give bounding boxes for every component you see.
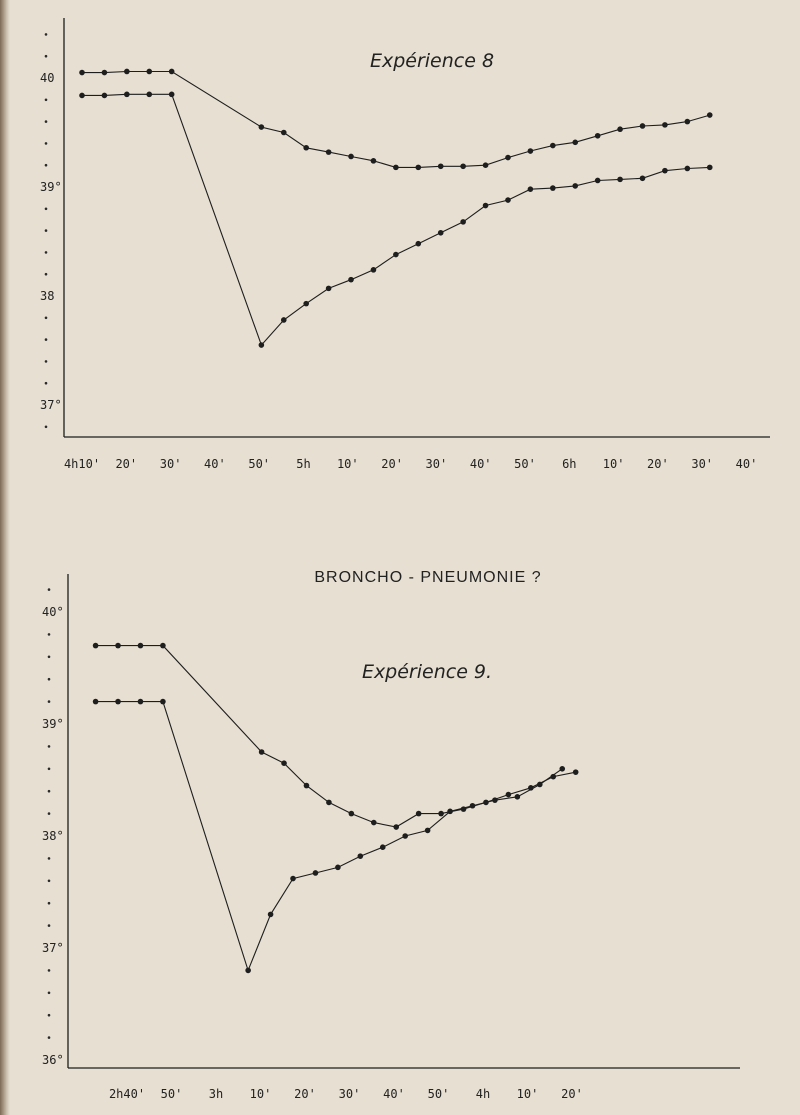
- series-1-point: [595, 133, 601, 139]
- x-tick-label: 30': [338, 1087, 361, 1101]
- series-2-point: [371, 267, 377, 273]
- x-tick-label: 40': [735, 457, 758, 471]
- x-tick-label: 5h: [296, 457, 311, 471]
- x-tick-label: 2h40': [108, 1087, 146, 1101]
- series-1-point: [115, 643, 121, 649]
- series-1-point: [102, 70, 108, 76]
- series-2-point: [380, 844, 386, 850]
- series-2-point: [707, 165, 713, 171]
- series-1-point: [617, 126, 623, 132]
- y-minor-dot: [45, 229, 48, 232]
- series-1-point: [572, 140, 578, 146]
- series-2-point: [146, 92, 152, 98]
- series-1-point: [160, 643, 166, 649]
- x-tick-label: 40': [469, 457, 492, 471]
- series-2-point: [268, 912, 274, 918]
- y-minor-dot: [48, 924, 51, 927]
- y-minor-dot: [48, 880, 51, 883]
- series-2-point: [470, 803, 476, 809]
- y-minor-dot: [45, 317, 48, 320]
- series-1-point: [685, 119, 691, 125]
- y-minor-dot: [48, 656, 51, 659]
- y-minor-dot: [48, 992, 51, 995]
- series-2-point: [115, 699, 121, 705]
- series-1-point: [169, 69, 175, 75]
- y-tick-label: 38°: [42, 829, 64, 843]
- series-1-point: [303, 145, 309, 151]
- series-1-point: [93, 643, 99, 649]
- series-1-point: [371, 158, 377, 164]
- series-2-point: [281, 317, 287, 323]
- series-1-line: [96, 646, 576, 827]
- series-2-point: [303, 301, 309, 307]
- series-2-point: [438, 230, 444, 236]
- x-tick-label: 10': [249, 1087, 272, 1101]
- series-1-point: [438, 811, 444, 817]
- y-minor-dot: [45, 142, 48, 145]
- x-tick-label: 10': [336, 457, 359, 471]
- series-1-point: [438, 163, 444, 169]
- series-1-point: [505, 155, 511, 161]
- y-minor-dot: [48, 745, 51, 748]
- y-tick-label: 40°: [42, 605, 64, 619]
- y-minor-dot: [45, 120, 48, 123]
- x-tick-label: 30': [425, 457, 448, 471]
- chart-title: Expérience 9.: [361, 661, 493, 683]
- series-2-point: [617, 177, 623, 183]
- y-minor-dot: [48, 969, 51, 972]
- series-1-point: [304, 783, 310, 789]
- series-2-point: [358, 853, 364, 859]
- x-tick-label: 4h: [475, 1087, 491, 1101]
- series-1-point: [326, 149, 332, 155]
- series-2-point: [640, 175, 646, 181]
- x-tick-label: 6h: [562, 457, 577, 471]
- x-tick-label: 10': [516, 1087, 539, 1101]
- series-1-point: [393, 824, 399, 830]
- y-minor-dot: [45, 273, 48, 276]
- y-minor-dot: [48, 902, 51, 905]
- y-minor-dot: [45, 426, 48, 429]
- x-tick-label: 20': [381, 457, 403, 471]
- y-minor-dot: [45, 382, 48, 385]
- x-tick-label: 40': [204, 457, 226, 471]
- x-tick-label: 20': [115, 457, 138, 471]
- series-1-point: [460, 163, 466, 169]
- series-2-point: [93, 699, 99, 705]
- series-2-point: [559, 766, 565, 772]
- y-tick-label: 37°: [42, 941, 64, 955]
- series-1-point: [138, 643, 144, 649]
- x-tick-label: 20': [294, 1087, 316, 1101]
- series-1-point: [662, 122, 668, 128]
- x-tick-label: 50': [514, 457, 536, 471]
- x-tick-label: 4h10': [63, 457, 101, 471]
- chart-title: Expérience 8: [369, 50, 495, 72]
- series-2-point: [290, 876, 296, 882]
- series-2-point: [685, 166, 691, 172]
- x-tick-label: 40': [383, 1087, 405, 1101]
- y-minor-dot: [48, 857, 51, 860]
- y-minor-dot: [45, 338, 48, 341]
- y-minor-dot: [45, 360, 48, 363]
- series-2-point: [348, 277, 354, 283]
- series-2-point: [102, 93, 108, 99]
- series-2-point: [402, 833, 408, 839]
- series-1-point: [416, 165, 422, 171]
- series-2-point: [425, 828, 431, 834]
- series-1-point: [259, 749, 265, 755]
- y-minor-dot: [48, 768, 51, 771]
- x-tick-label: 3h: [208, 1087, 224, 1101]
- series-2-point: [550, 185, 556, 191]
- series-1-point: [707, 112, 713, 118]
- series-2-point: [505, 197, 511, 203]
- y-tick-label: 40: [40, 71, 55, 85]
- series-1-point: [416, 811, 422, 817]
- series-1-point: [79, 70, 85, 76]
- series-1-point: [371, 820, 377, 826]
- series-2-line: [82, 94, 710, 345]
- series-1-point: [146, 69, 152, 75]
- series-1-point: [348, 154, 354, 160]
- series-2-point: [393, 252, 399, 258]
- series-1-point: [640, 123, 646, 129]
- series-2-point: [259, 342, 265, 348]
- series-1-point: [124, 69, 130, 75]
- x-tick-label: 50': [248, 457, 271, 471]
- y-minor-dot: [48, 678, 51, 681]
- series-1-point: [349, 811, 355, 817]
- series-2-point: [169, 92, 175, 98]
- chart-2: [42, 574, 740, 1101]
- x-tick-label: 50': [160, 1087, 183, 1101]
- series-2-point: [537, 782, 543, 788]
- series-2-point: [124, 92, 130, 98]
- y-tick-label: 39°: [42, 717, 64, 731]
- series-1-point: [550, 143, 556, 149]
- x-tick-label: 10': [602, 457, 625, 471]
- series-1-point: [573, 769, 579, 775]
- x-tick-label: 20': [647, 457, 669, 471]
- y-tick-label: 36°: [42, 1053, 64, 1067]
- series-1-line: [82, 72, 710, 168]
- x-tick-label: 20': [561, 1087, 583, 1101]
- y-minor-dot: [48, 588, 51, 591]
- y-minor-dot: [48, 1014, 51, 1017]
- series-2-point: [572, 183, 578, 189]
- series-2-point: [662, 168, 668, 174]
- y-minor-dot: [48, 812, 51, 815]
- series-2-point: [492, 797, 498, 803]
- series-1-point: [326, 800, 332, 806]
- page-heading: BRONCHO - PNEUMONIE ?: [314, 569, 542, 586]
- x-tick-label: 30': [691, 457, 714, 471]
- series-1-point: [281, 760, 287, 766]
- y-minor-dot: [48, 790, 51, 793]
- series-2-point: [416, 241, 422, 247]
- chart-1: [40, 18, 770, 471]
- series-2-point: [528, 186, 534, 192]
- y-minor-dot: [48, 633, 51, 636]
- series-1-point: [506, 792, 512, 798]
- series-1-point: [259, 124, 265, 130]
- y-minor-dot: [45, 55, 48, 58]
- series-2-point: [515, 794, 521, 800]
- y-minor-dot: [45, 208, 48, 211]
- y-minor-dot: [48, 1036, 51, 1039]
- series-2-line: [96, 702, 563, 971]
- x-tick-label: 50': [427, 1087, 450, 1101]
- series-2-point: [335, 865, 341, 871]
- series-2-point: [313, 870, 319, 876]
- y-tick-label: 38: [40, 289, 55, 303]
- series-1-point: [528, 148, 534, 154]
- y-minor-dot: [45, 33, 48, 36]
- y-tick-label: 39°: [40, 180, 62, 194]
- series-2-point: [79, 93, 85, 99]
- x-tick-label: 30': [159, 457, 182, 471]
- series-2-point: [245, 968, 251, 974]
- series-2-point: [483, 203, 489, 209]
- series-2-point: [447, 809, 453, 815]
- series-2-point: [326, 286, 332, 292]
- series-2-point: [595, 178, 601, 184]
- series-2-point: [138, 699, 144, 705]
- series-2-point: [160, 699, 166, 705]
- series-2-point: [460, 219, 466, 225]
- series-1-point: [281, 130, 287, 136]
- y-minor-dot: [45, 99, 48, 102]
- y-tick-label: 37°: [40, 398, 62, 412]
- series-1-point: [393, 165, 399, 171]
- series-1-point: [483, 162, 489, 168]
- y-minor-dot: [45, 251, 48, 254]
- y-minor-dot: [48, 700, 51, 703]
- y-minor-dot: [45, 164, 48, 167]
